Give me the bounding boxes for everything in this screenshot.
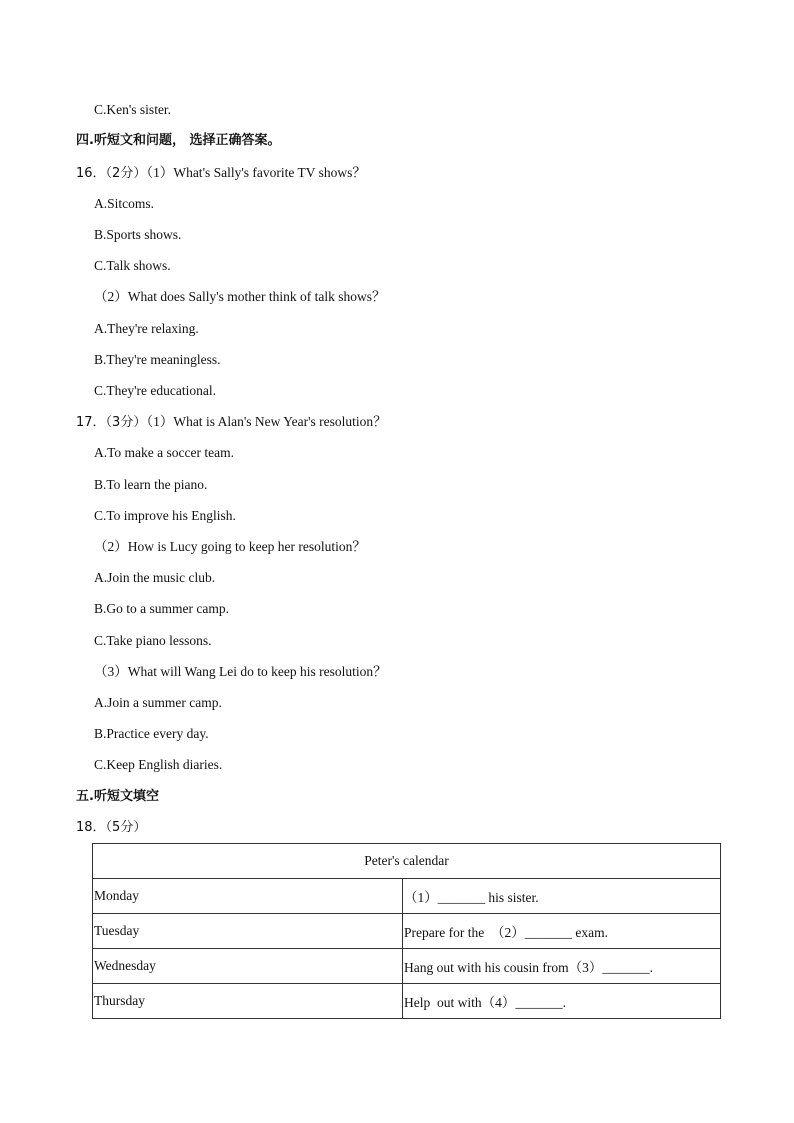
q17-3-option-c[interactable]: C.Keep English diaries. <box>94 757 223 772</box>
q15-option-c: C.Ken's sister. <box>94 102 172 117</box>
calendar-header-row <box>93 844 721 879</box>
q17-1-option-b[interactable]: B.To learn the piano. <box>94 477 208 492</box>
question-18-number: 18．（5分） <box>76 820 147 835</box>
calendar-task-blank-4[interactable]: Help out with（4）_______. <box>403 984 721 1019</box>
q17-2-option-c[interactable]: C.Take piano lessons. <box>94 633 212 648</box>
table-row <box>93 949 721 984</box>
calendar-task-blank-2[interactable]: Prepare for the （2）_______ exam. <box>403 914 721 949</box>
q17-2-option-b[interactable]: B.Go to a summer camp. <box>94 601 229 616</box>
calendar-title: Peter's calendar <box>93 844 721 879</box>
section-5-title: 五.听短文填空 <box>76 789 159 804</box>
calendar-task-blank-3[interactable]: Hang out with his cousin from（3）_______. <box>403 949 721 984</box>
question-16-number: 16．（2分） <box>76 166 147 181</box>
question-17-number: 17．（3分） <box>76 415 147 430</box>
q17-1-option-c[interactable]: C.To improve his English. <box>94 508 236 523</box>
question-16-header <box>76 164 366 183</box>
question-16-sub1-text: （1）What's Sally's favorite TV shows？ <box>146 165 366 180</box>
q17-3-option-b[interactable]: B.Practice every day. <box>94 726 209 741</box>
calendar-day: Wednesday <box>93 949 403 984</box>
calendar-day: Thursday <box>93 984 403 1019</box>
table-row <box>93 879 721 914</box>
q17-1-option-a[interactable]: A.To make a soccer team. <box>94 445 234 460</box>
table-row <box>93 984 721 1019</box>
question-17-sub1-text: （1）What is Alan's New Year's resolution？ <box>146 414 387 429</box>
q17-2-question: （2）How is Lucy going to keep her resolution？ <box>94 539 366 554</box>
q16-1-option-c[interactable]: C.Talk shows. <box>94 258 171 273</box>
section-4-title: 四.听短文和问题， 选择正确答案。 <box>76 133 281 148</box>
q17-3-option-a[interactable]: A.Join a summer camp. <box>94 695 222 710</box>
q16-1-option-a[interactable]: A.Sitcoms. <box>94 196 155 211</box>
q17-3-question: （3）What will Wang Lei do to keep his resolution？ <box>94 664 387 679</box>
q16-2-option-a[interactable]: A.They're relaxing. <box>94 321 199 336</box>
q16-1-option-b[interactable]: B.Sports shows. <box>94 227 182 242</box>
question-17-header <box>76 413 387 432</box>
calendar-task-blank-1[interactable]: （1）_______ his sister. <box>403 879 721 914</box>
q16-2-option-b[interactable]: B.They're meaningless. <box>94 352 221 367</box>
calendar-day: Tuesday <box>93 914 403 949</box>
q16-2-option-c[interactable]: C.They're educational. <box>94 383 217 398</box>
table-row <box>93 914 721 949</box>
peters-calendar-table <box>92 843 721 1019</box>
calendar-day: Monday <box>93 879 403 914</box>
q17-2-option-a[interactable]: A.Join the music club. <box>94 570 216 585</box>
q16-2-question: （2）What does Sally's mother think of talk shows？ <box>94 289 386 304</box>
